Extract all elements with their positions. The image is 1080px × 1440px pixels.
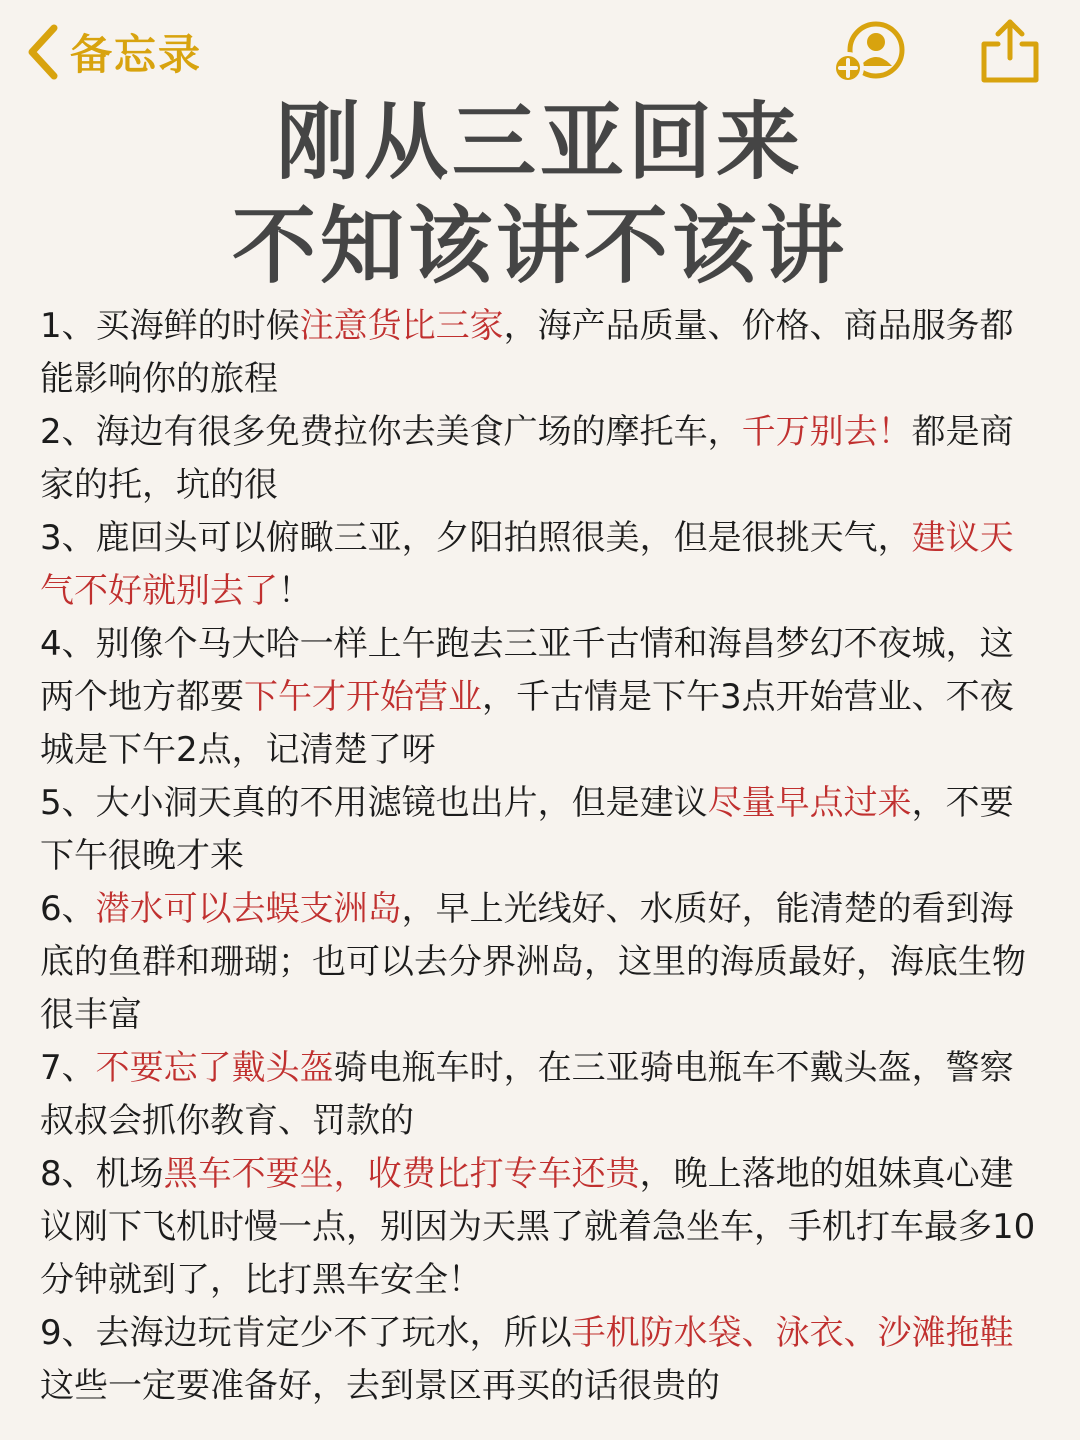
- tip-item-2: [40, 406, 1040, 512]
- tip-item-3: [40, 512, 1040, 618]
- tip-text: 1、买海鲜的时候: [40, 306, 300, 346]
- tip-text: 骑电瓶车时，在三亚骑电瓶车不戴头盔，警察叔叔会抓你教育、罚款的: [40, 1048, 1014, 1141]
- tip-highlight: 千万别去！: [741, 412, 912, 452]
- tip-highlight: 黑车不要坐，收费比打专车还贵: [163, 1154, 640, 1194]
- tip-item-6: [40, 883, 1040, 1042]
- add-collaborator-icon[interactable]: [830, 18, 910, 88]
- tip-text: 都是商家的托，坑的很: [40, 412, 1014, 505]
- tip-highlight: 潜水可以去蜈支洲岛: [95, 889, 402, 929]
- tip-text: 这些一定要准备好，去到景区再买的话很贵的: [40, 1366, 720, 1406]
- tip-text: ，晚上落地的姐妹真心建议刚下飞机时慢一点，别因为天黑了就着急坐车，手机打车最多10分钟就到了，比打黑车安全！: [40, 1154, 1036, 1300]
- tip-item-8: [40, 1148, 1040, 1307]
- back-label: 备忘录: [70, 30, 203, 79]
- tip-text: 7、: [40, 1048, 96, 1088]
- tip-highlight: 下午才开始营业: [244, 677, 482, 717]
- back-button[interactable]: [20, 22, 202, 82]
- tip-text: 2、海边有很多免费拉你去美食广场的摩托车，: [40, 412, 742, 452]
- tip-text: 3、鹿回头可以俯瞰三亚，夕阳拍照很美，但是很挑天气，: [40, 518, 912, 558]
- tip-text: ！: [278, 571, 312, 611]
- tip-item-1: [40, 300, 1040, 406]
- tip-highlight: 不要忘了戴头盔: [95, 1048, 334, 1088]
- tip-item-9: [40, 1307, 1040, 1413]
- tip-text: ，千古情是下午3点开始营业、不夜城是下午2点，记清楚了呀: [40, 677, 1014, 770]
- tip-text: 8、机场: [40, 1154, 164, 1194]
- tip-highlight: 手机防水袋、泳衣、沙滩拖鞋: [571, 1313, 1014, 1353]
- tip-highlight: 建议天气不好就别去了: [40, 518, 1014, 611]
- tip-item-4: [40, 618, 1040, 777]
- tip-text: 9、去海边玩肯定少不了玩水，所以: [40, 1313, 572, 1353]
- tip-item-7: [40, 1042, 1040, 1148]
- note-body[interactable]: [40, 300, 1040, 1413]
- tip-highlight: 注意货比三家: [299, 306, 504, 346]
- tip-text: ，早上光线好、水质好，能清楚的看到海底的鱼群和珊瑚；也可以去分界洲岛，这里的海质最好，海底生物很丰富: [40, 889, 1026, 1035]
- tip-text: 6、: [40, 889, 96, 929]
- tip-highlight: 尽量早点过来: [707, 783, 912, 823]
- tip-text: 4、别像个马大哈一样上午跑去三亚千古情和海昌梦幻不夜城，这两个地方都要: [40, 624, 1014, 717]
- note-title-line1: 刚从三亚回来: [275, 93, 804, 191]
- note-title: [0, 90, 1080, 298]
- note-title-line2: 不知该讲不该讲: [231, 197, 848, 295]
- share-icon[interactable]: [976, 14, 1044, 86]
- tip-text: 5、大小洞天真的不用滤镜也出片，但是建议: [40, 783, 708, 823]
- tip-text: ，海产品质量、价格、商品服务都能影响你的旅程: [40, 306, 1014, 399]
- chevron-left-icon: [20, 22, 66, 82]
- tip-item-5: [40, 777, 1040, 883]
- tip-text: ，不要下午很晚才来: [40, 783, 1014, 876]
